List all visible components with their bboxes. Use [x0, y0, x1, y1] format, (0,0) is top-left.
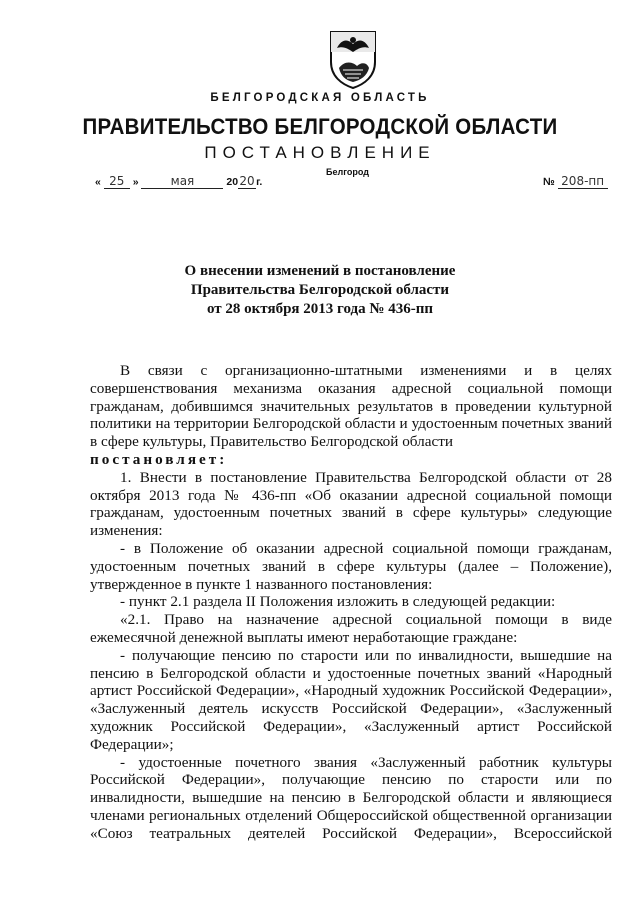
paragraph-preamble: В связи с организационно-штатными изменениями и в целях совершенствования механизма оказания адресной социальной помощи гражданам, добившимся значительных результатов в проведении культурной политики на территории Белгородской области и удостоенным почетных званий в сфере культуры, Правительство Белгородской области — [90, 362, 612, 451]
coat-of-arms-emblem-icon — [327, 28, 379, 90]
paragraph-4: «2.1. Право на назначение адресной социальной помощи в виде ежемесячной денежной выплаты имеют неработающие граждане: — [90, 611, 612, 646]
number-value: 208-пп — [558, 175, 608, 189]
number-label: № — [543, 176, 555, 188]
paragraph-1: 1. Внести в постановление Правительства Белгородской области от 28 октября 2013 года № 436-пп «Об оказании адресной социальной помощи гражданам, удостоенным почетных званий в сфере культуры» следующие изменения: — [90, 468, 612, 540]
document-number — [543, 175, 608, 189]
document-body — [90, 362, 612, 843]
document-title — [0, 262, 640, 319]
date-year-abbr: г. — [256, 176, 263, 188]
city-name: Белгород — [326, 167, 369, 177]
paragraph-6: - удостоенные почетного звания «Заслуженный работник культуры Российской Федерации», получающие пенсию по старости или по инвалидности, вышедшие на пенсию в Белгородской области и являющиеся членами региональных отделений Общероссийской общественной организации «Союз театральных деятелей Российской Федерации», Всероссийской — [90, 753, 612, 842]
government-name: ПРАВИТЕЛЬСТВО БЕЛГОРОДСКОЙ ОБЛАСТИ — [82, 114, 558, 139]
paragraph-2: - в Положение об оказании адресной социальной помощи гражданам, удостоенным почетных званий в сфере культуры (далее – Положение), утвержденное в пункте 1 названного постановления: — [90, 539, 612, 593]
title-line-1: О внесении изменений в постановление — [184, 263, 456, 279]
date-month: мая — [141, 175, 223, 189]
paragraph-3: - пункт 2.1 раздела II Положения изложить в следующей редакции: — [120, 593, 556, 611]
document-type: ПОСТАНОВЛЕНИЕ — [204, 143, 436, 162]
date-close-quote: » — [132, 176, 139, 188]
document-date — [95, 175, 262, 189]
resolves-word: постановляет: — [90, 450, 228, 468]
title-line-3: от 28 октября 2013 года № 436-пп — [206, 301, 433, 317]
date-year-suffix: 20 — [239, 174, 255, 188]
date-open-quote: « — [95, 176, 101, 188]
region-name: БЕЛГОРОДСКАЯ ОБЛАСТЬ — [210, 92, 430, 104]
title-line-2: Правительства Белгородской области — [190, 282, 450, 298]
paragraph-5: - получающие пенсию по старости или по инвалидности, вышедшие на пенсию в Белгородской области и удостоенные почетных званий «Народный артист Российской Федерации», «Народный художник Российской Федерации», «Заслуженный деятель искусств Российской Федерации», «Заслуженный художник Российской Федерации», «Заслуженный артист Российской Федерации»; — [90, 646, 612, 753]
date-day: 25 — [104, 175, 130, 189]
date-year-prefix: 20 — [226, 176, 239, 188]
